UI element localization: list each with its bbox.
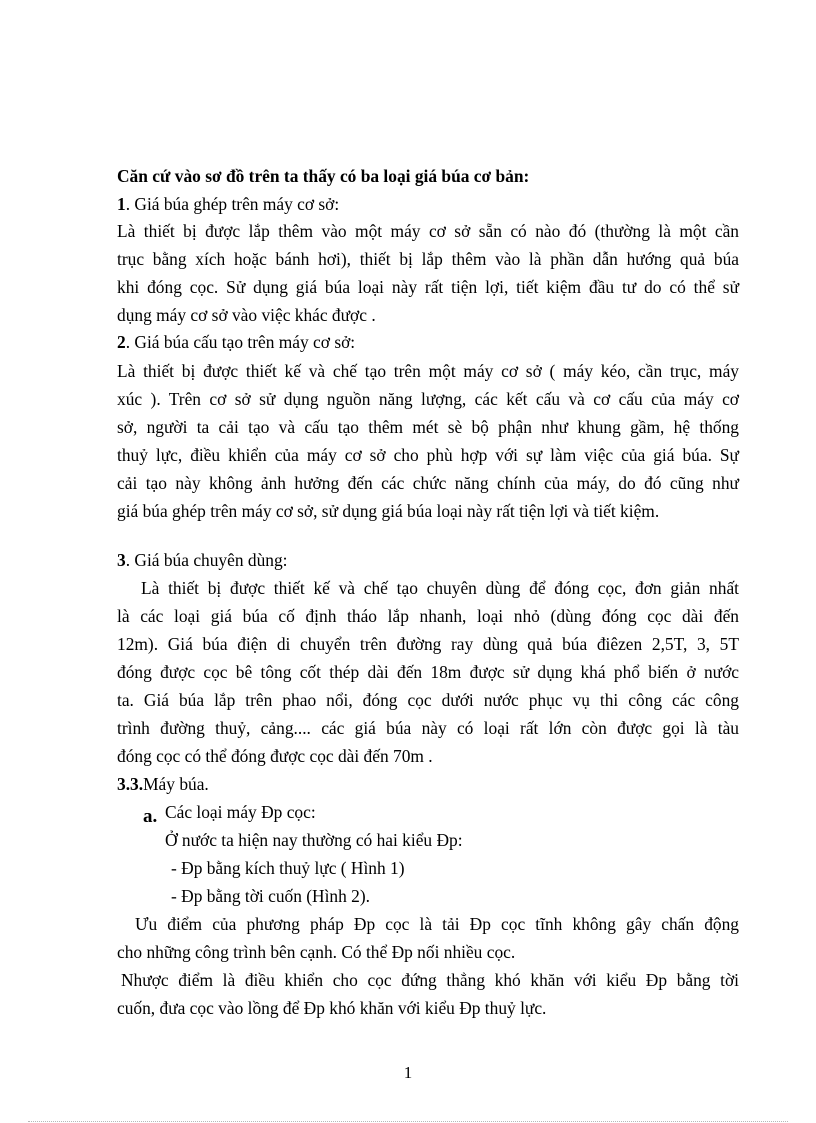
section-3-line: 12m). Giá búa điện di chuyển trên đường ray dùng quả búa điêzen 2,5T, 3, 5T <box>117 634 739 654</box>
section-3-3-number: 3.3. <box>117 774 144 794</box>
section-1-title <box>117 194 339 214</box>
section-3-line: ta. Giá búa lắp trên phao nổi, đóng cọc dưới nước phục vụ thi công các công <box>117 690 739 710</box>
section-3-title <box>117 550 288 570</box>
section-3-line: đóng được cọc bê tông cốt thép dài đến 18m được sử dụng khá phổ biến ở nước <box>117 662 739 682</box>
list-item: - Đp bằng kích thuỷ lực ( Hình 1) <box>171 858 405 878</box>
subsection-a-marker: a. <box>143 806 158 827</box>
section-3-title-text: . Giá búa chuyên dùng: <box>125 550 288 570</box>
subsection-a-title: Các loại máy Đp cọc: <box>165 802 316 822</box>
section-2-title <box>117 332 355 352</box>
section-1-number: 1 <box>117 194 126 214</box>
section-2-line: cải tạo này không ảnh hưởng đến các chức năng chính của máy, do đó cũng như <box>117 473 739 493</box>
disadvantage-line: Nhược điểm là điều khiển cho cọc đứng thẳng khó khăn với kiểu Đp bằng tời <box>121 970 739 990</box>
disadvantage-line: cuốn, đưa cọc vào lồng để Đp khó khăn với kiểu Đp thuỷ lực. <box>117 998 547 1018</box>
section-2-line: sở, người ta cải tạo và cấu tạo thêm mét sè bộ phận như khung gầm, hệ thống <box>117 417 739 437</box>
section-2-line: giá búa ghép trên máy cơ sở, sử dụng giá búa loại này rất tiện lợi và tiết kiệm. <box>117 501 660 521</box>
section-1-line: khi đóng cọc. Sử dụng giá búa loại này rất tiện lợi, tiết kiệm đầu tư do có thể sử <box>117 277 739 297</box>
section-3-3-title-text: Máy búa. <box>143 774 209 794</box>
section-3-line: đóng cọc có thể đóng được cọc dài đến 70m . <box>117 746 433 766</box>
section-3-3-title <box>117 774 209 794</box>
section-3-line: trình đường thuỷ, cảng.... các giá búa này có loại rất lớn còn được gọi là tàu <box>117 718 739 738</box>
advantage-line: Ưu điểm của phương pháp Đp cọc là tải Đp cọc tĩnh không gây chấn động <box>135 914 739 934</box>
section-1-line: Là thiết bị được lắp thêm vào một máy cơ sở sẵn có nào đó (thường là một cần <box>117 221 739 241</box>
section-2-line: xúc ). Trên cơ sở sử dụng nguồn năng lượng, các kết cấu và cơ cấu của máy cơ <box>117 389 739 409</box>
heading: Căn cứ vào sơ đồ trên ta thấy có ba loại giá búa cơ bản: <box>117 166 530 186</box>
list-item: - Đp bằng tời cuốn (Hình 2). <box>171 886 371 906</box>
section-3-line: là các loại giá búa cố định tháo lắp nhanh, loại nhỏ (dùng đóng cọc dài đến <box>117 606 739 626</box>
section-1-line: dụng máy cơ sở vào việc khác được . <box>117 305 376 325</box>
section-3-line: Là thiết bị được thiết kế và chế tạo chuyên dùng để đóng cọc, đơn giản nhất <box>141 578 739 598</box>
page-number: 1 <box>403 1063 413 1082</box>
section-2-title-text: . Giá búa cấu tạo trên máy cơ sở: <box>125 332 356 352</box>
section-2-line: Là thiết bị được thiết kế và chế tạo trên một máy cơ sở ( máy kéo, cần trục, máy <box>117 361 739 381</box>
section-1-title-text: . Giá búa ghép trên máy cơ sở: <box>125 194 340 214</box>
page-bottom-rule <box>28 1121 788 1122</box>
section-1-line: trục bằng xích hoặc bánh hơi), thiết bị lắp thêm vào là phần dẫn hướng quả búa <box>117 249 739 269</box>
section-2-number: 2 <box>117 332 126 352</box>
subsection-a-intro: Ở nước ta hiện nay thường có hai kiểu Đp: <box>165 830 463 850</box>
section-3-number: 3 <box>117 550 126 570</box>
section-2-line: thuỷ lực, điều khiển của máy cơ sở cho phù hợp với sự làm việc của giá búa. Sự <box>117 445 739 465</box>
advantage-line: cho những công trình bên cạnh. Có thể Đp nối nhiều cọc. <box>117 942 516 962</box>
